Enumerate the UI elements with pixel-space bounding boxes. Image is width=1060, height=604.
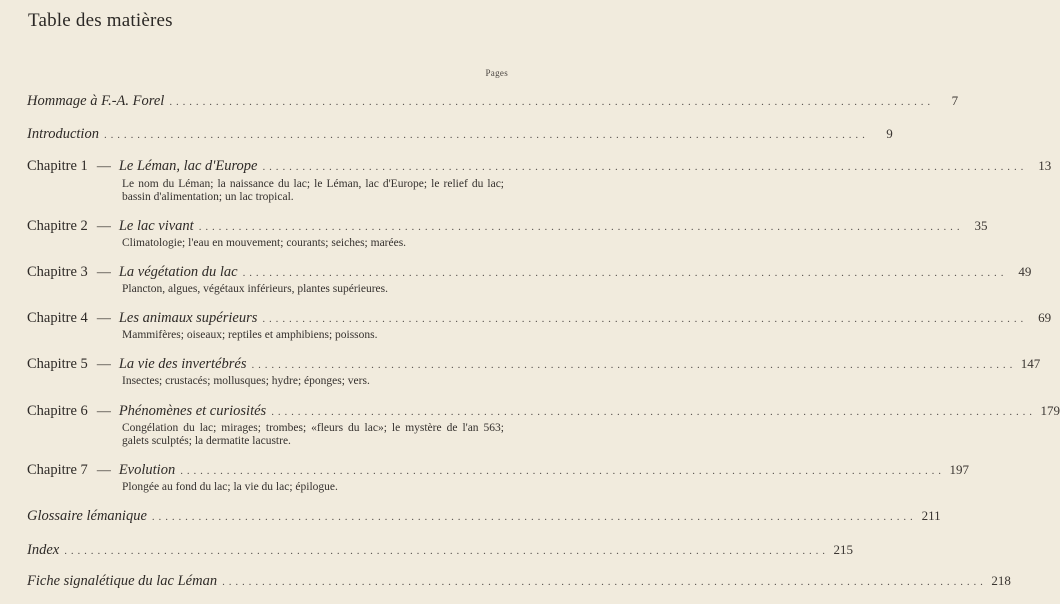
page-number: 9	[886, 126, 893, 141]
chapter-label: Chapitre 1	[27, 158, 88, 174]
page-number: 147	[1020, 356, 1041, 371]
entry-title: La végétation du lac	[118, 264, 238, 280]
entry-title: Glossaire lémanique	[27, 508, 147, 524]
page-number: 179	[1040, 403, 1060, 418]
toc-entry-chapitre-5[interactable]	[27, 356, 1041, 373]
toc-entry-fiche-signaletique[interactable]	[27, 573, 1011, 590]
toc-entry-hommage[interactable]	[27, 93, 959, 110]
page-title: Table des matières	[28, 10, 173, 31]
chapter-dash: —	[96, 463, 111, 478]
entry-title: La vie des invertébrés	[118, 356, 247, 372]
dot-leader: ...................................................................................................................	[262, 313, 1028, 325]
chapter-description: Mammifères; oiseaux; reptiles et amphibiens; poissons.	[122, 329, 378, 341]
dot-leader: ...................................................................................................................	[198, 221, 964, 233]
dot-leader: ...................................................................................................................	[180, 465, 945, 477]
toc-entry-chapitre-3[interactable]	[27, 264, 1032, 281]
dot-leader: ...................................................................................................................	[242, 267, 1008, 279]
chapter-dash: —	[96, 219, 111, 234]
chapter-label: Chapitre 3	[27, 264, 88, 280]
chapter-dash: —	[96, 311, 111, 326]
toc-entry-chapitre-2[interactable]	[27, 218, 988, 235]
chapter-description: Insectes; crustacés; mollusques; hydre; éponges; vers.	[122, 375, 370, 387]
chapter-label: Chapitre 7	[27, 462, 88, 478]
dot-leader: ...................................................................................................................	[251, 359, 1017, 371]
chapter-description: Plancton, algues, végétaux inférieurs, plantes supérieures.	[122, 283, 389, 295]
dot-leader: ...................................................................................................................	[151, 511, 917, 523]
dot-leader: ...................................................................................................................	[64, 545, 829, 557]
entry-title: Hommage à F.-A. Forel	[27, 93, 165, 109]
dot-leader: ...................................................................................................................	[103, 129, 869, 141]
toc-entry-chapitre-7[interactable]	[27, 462, 969, 479]
toc-entry-chapitre-4[interactable]	[27, 310, 1052, 327]
page-number: 35	[974, 218, 988, 233]
page-number: 49	[1018, 264, 1032, 279]
pages-column-label: Pages	[485, 68, 508, 78]
entry-title: Le Léman, lac d'Europe	[118, 158, 258, 174]
chapter-label: Chapitre 2	[27, 218, 88, 234]
page-number: 69	[1038, 310, 1052, 325]
dot-leader: ...................................................................................................................	[222, 576, 987, 588]
chapter-dash: —	[96, 159, 111, 174]
page-number: 211	[921, 508, 941, 523]
page-number: 215	[833, 542, 853, 557]
toc-entry-introduction[interactable]	[27, 126, 893, 143]
entry-title: Fiche signalétique du lac Léman	[27, 573, 218, 589]
page-number: 197	[949, 462, 969, 477]
page-number: 13	[1038, 158, 1052, 173]
entry-title: Les animaux supérieurs	[118, 310, 258, 326]
chapter-dash: —	[96, 404, 111, 419]
dot-leader: ...................................................................................................................	[169, 96, 935, 108]
entry-title: Introduction	[27, 126, 99, 142]
page-number: 7	[951, 93, 959, 108]
chapter-dash: —	[96, 265, 111, 280]
toc-entry-chapitre-6[interactable]	[27, 403, 1060, 420]
entry-title: Le lac vivant	[118, 218, 194, 234]
toc-entry-index[interactable]	[27, 542, 853, 559]
chapter-description: Climatologie; l'eau en mouvement; courants; seiches; marées.	[122, 237, 407, 249]
chapter-label: Chapitre 6	[27, 403, 88, 419]
chapter-description: Plongée au fond du lac; la vie du lac; épilogue.	[122, 481, 338, 493]
dot-leader: ...................................................................................................................	[262, 161, 1028, 173]
chapter-dash: —	[96, 357, 111, 372]
entry-title: Evolution	[118, 462, 176, 478]
chapter-description: Le nom du Léman; la naissance du lac; le Léman, lac d'Europe; le relief du lac; bassin d'alimentation; un lac tropical.	[122, 178, 504, 203]
toc-entry-glossaire[interactable]	[27, 508, 941, 525]
entry-title: Phénomènes et curiosités	[118, 403, 267, 419]
page-number: 218	[991, 573, 1011, 588]
dot-leader: ...................................................................................................................	[271, 406, 1036, 418]
chapter-label: Chapitre 4	[27, 310, 88, 326]
entry-title: Index	[27, 542, 60, 558]
chapter-description: Congélation du lac; mirages; trombes; «fleurs du lac»; le mystère de l'an 563; galets sculptés; la dermatite lacustre.	[122, 422, 504, 447]
toc-entry-chapitre-1[interactable]	[27, 158, 1052, 175]
chapter-label: Chapitre 5	[27, 356, 88, 372]
